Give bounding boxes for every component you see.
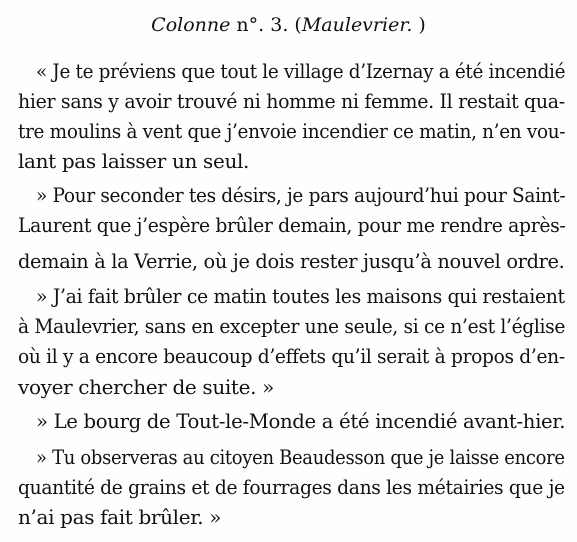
heading-place: Maulevrier. — [301, 14, 413, 36]
text-line: » Le bourg de Tout-le-Monde a été incendié avant-hier. — [36, 409, 566, 433]
text-line: Laurent que j’espère brûler demain, pour me rendre après- — [18, 213, 566, 237]
text-line: » Pour seconder tes désirs, je pars aujourd’hui pour Saint- — [36, 183, 566, 207]
text-line: quantité de grains et de fourrages dans les métairies que je — [18, 475, 565, 499]
text-line: tre moulins à vent que j’envoie incendier ce matin, n’en vou- — [18, 119, 566, 143]
text-line: à Maulevrier, sans en excepter une seule, si ce n’est l’église — [18, 314, 566, 338]
text-line: » J’ai fait brûler ce matin toutes les maisons qui restaient — [36, 284, 565, 308]
section-heading — [0, 13, 577, 37]
heading-colonne-number: n°. 3. — [236, 14, 289, 36]
text-line: où il y a encore beaucoup d’effets qu’il serait à propos d’en- — [18, 344, 565, 368]
text-line: n’ai pas fait brûler. » — [18, 505, 222, 529]
text-line: voyer chercher de suite. » — [18, 375, 274, 399]
text-line: » Tu observeras au citoyen Beaudesson que je laisse encore — [36, 445, 565, 469]
heading-colonne-word: Colonne — [151, 14, 231, 36]
text-line: hier sans y avoir trouvé ni homme ni femme. Il restait qua- — [18, 89, 565, 113]
heading-open-paren: ( — [294, 14, 302, 36]
heading-close-paren: ) — [418, 14, 426, 36]
text-line: demain à la Verrie, où je dois rester jusqu’à nouvel ordre. — [18, 249, 565, 273]
text-line: « Je te préviens que tout le village d’Izernay a été incendié — [36, 59, 566, 83]
text-line: lant pas laisser un seul. — [18, 149, 250, 173]
